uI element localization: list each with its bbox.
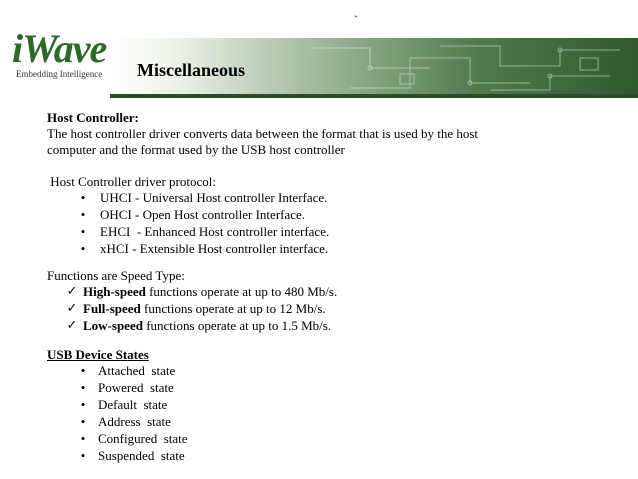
speed-label: High-speed <box>83 284 146 299</box>
host-controller-desc-line1: The host controller driver converts data between the format that is used by the host <box>47 126 479 141</box>
logo-tagline: Embedding Intelligence <box>16 69 103 79</box>
logo-wave: Wave <box>22 26 107 71</box>
speed-label: Full-speed <box>83 301 141 316</box>
state-configured: Configured state <box>98 431 188 446</box>
state-powered: Powered state <box>98 380 174 395</box>
slide-title: Miscellaneous <box>137 60 245 80</box>
checkmark-icon: ✓ <box>66 284 78 299</box>
bullet-icon: • <box>80 414 86 429</box>
iwave-logo <box>12 28 112 80</box>
list-item <box>47 284 627 301</box>
list-item <box>47 224 627 241</box>
bullet-icon: • <box>80 207 86 222</box>
bullet-icon: • <box>80 448 86 463</box>
header-divider <box>110 94 638 98</box>
bullet-icon: • <box>80 431 86 446</box>
speed-label: Low-speed <box>83 318 143 333</box>
protocol-ohci: OHCI - Open Host controller Interface. <box>100 207 306 222</box>
device-states-heading: USB Device States <box>47 347 149 362</box>
list-item <box>47 241 627 258</box>
bullet-icon: • <box>80 380 86 395</box>
list-item <box>47 190 627 207</box>
protocol-uhci: UHCI - Universal Host controller Interface. <box>100 190 328 205</box>
list-item <box>47 380 627 397</box>
host-controller-heading: Host Controller: <box>47 110 139 125</box>
protocol-xhci: xHCI - Extensible Host controller interface. <box>100 241 329 256</box>
list-item <box>47 397 627 414</box>
host-controller-desc-line2: computer and the format used by the USB host controller <box>47 142 345 157</box>
list-item <box>47 363 627 380</box>
state-suspended: Suspended state <box>98 448 185 463</box>
speed-desc: functions operate at up to 1.5 Mb/s. <box>142 318 332 333</box>
list-item <box>47 448 627 465</box>
list-item <box>47 207 627 224</box>
list-item <box>47 301 627 318</box>
list-item <box>47 318 627 335</box>
list-item <box>47 431 627 448</box>
slide-body <box>47 110 627 465</box>
bullet-icon: • <box>80 397 86 412</box>
list-item <box>47 414 627 431</box>
stray-mark: ` <box>354 13 358 27</box>
logo-i: i <box>12 26 23 71</box>
state-attached: Attached state <box>98 363 176 378</box>
speed-heading: Functions are Speed Type: <box>47 268 185 283</box>
checkmark-icon: ✓ <box>66 318 78 333</box>
bullet-icon: • <box>80 241 86 256</box>
state-default: Default state <box>98 397 168 412</box>
bullet-icon: • <box>80 190 86 205</box>
protocol-heading: Host Controller driver protocol: <box>47 174 216 189</box>
state-address: Address state <box>98 414 171 429</box>
bullet-icon: • <box>80 224 86 239</box>
protocol-ehci: EHCI - Enhanced Host controller interface. <box>100 224 330 239</box>
speed-desc: functions operate at up to 12 Mb/s. <box>140 301 326 316</box>
speed-desc: functions operate at up to 480 Mb/s. <box>145 284 338 299</box>
checkmark-icon: ✓ <box>66 301 78 316</box>
bullet-icon: • <box>80 363 86 378</box>
